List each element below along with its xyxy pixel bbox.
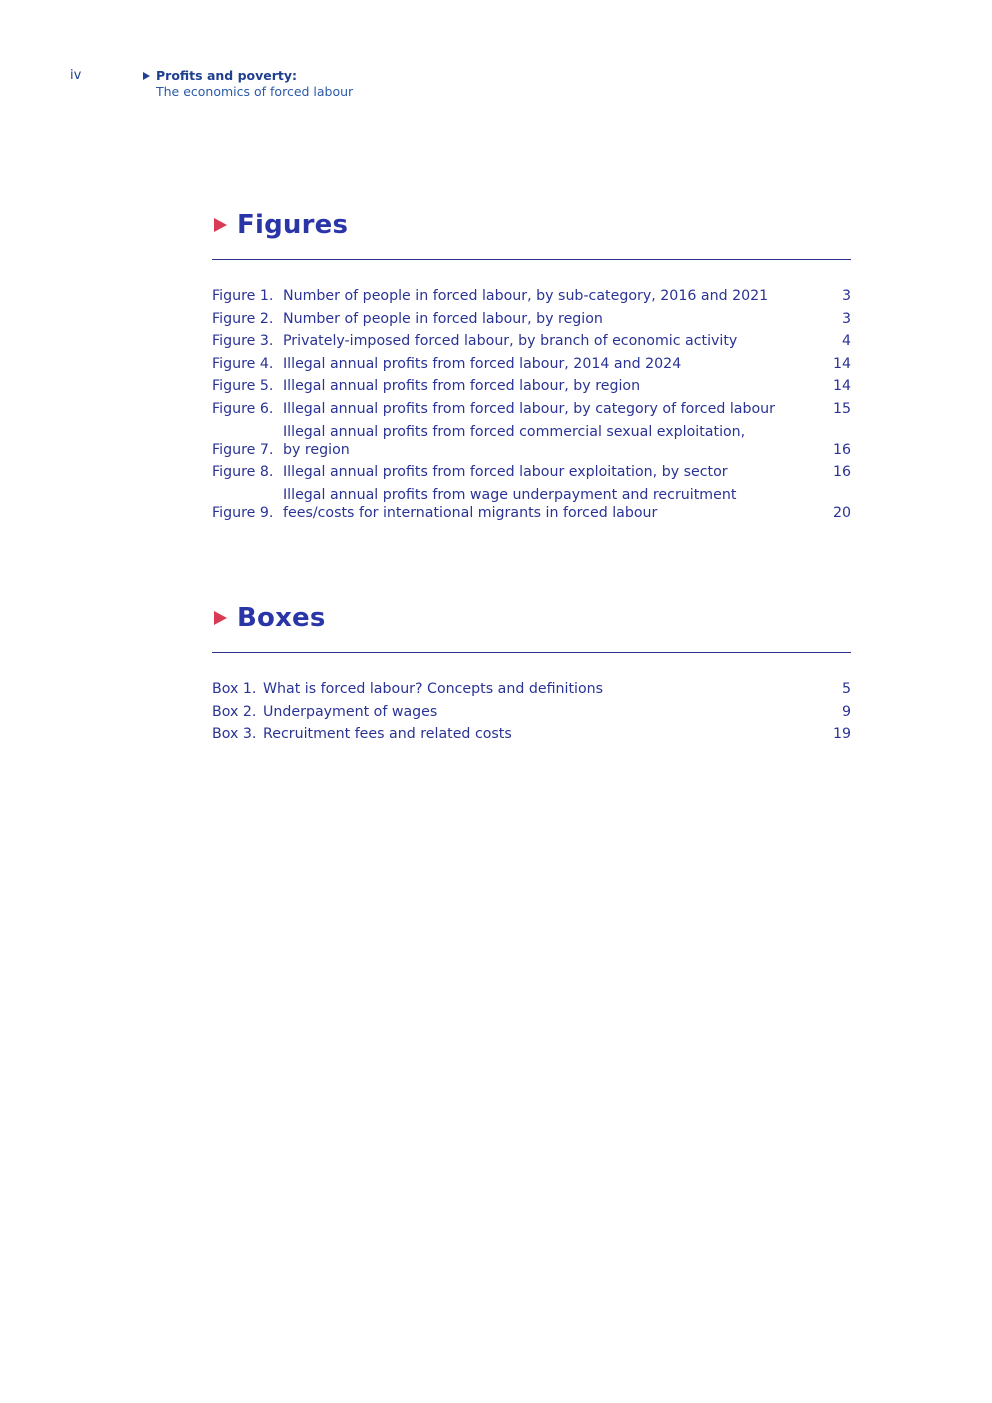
running-head-title: Profits and poverty: (156, 68, 298, 83)
toc-entry-page-number: 3 (841, 288, 851, 304)
figure-toc-entry[interactable] (212, 463, 851, 481)
toc-entry-page-number: 5 (841, 681, 851, 697)
toc-entry-title (263, 703, 811, 721)
toc-entry-title-line: Illegal annual profits from wage underpayment and recruitment (283, 486, 737, 503)
figures-divider (212, 259, 851, 260)
figure-toc-entry[interactable] (212, 310, 851, 328)
box-toc-entry[interactable] (212, 703, 851, 721)
running-head (143, 68, 353, 100)
figure-toc-entry[interactable] (212, 400, 851, 418)
toc-entry-label: Figure 9. (212, 504, 274, 521)
figure-toc-entry[interactable] (212, 355, 851, 373)
toc-entry-label: Box 2. (212, 703, 257, 720)
toc-entry-title (283, 310, 811, 328)
figures-heading-text: Figures (237, 210, 349, 240)
toc-entry-page-number: 16 (832, 464, 851, 481)
figures-heading (212, 207, 851, 243)
toc-entry-title (283, 355, 811, 373)
boxes-heading-text: Boxes (237, 603, 326, 633)
toc-entry-title-line: Illegal annual profits from forced labour, by category of forced labour (283, 400, 775, 417)
toc-entry-title-line: Recruitment fees and related costs (263, 726, 512, 743)
box-toc-entry[interactable] (212, 680, 851, 698)
figure-toc-entry[interactable] (212, 377, 851, 395)
toc-entry-title-line: Illegal annual profits from forced labour, 2014 and 2024 (283, 355, 682, 372)
figure-toc-entry[interactable] (212, 423, 851, 459)
toc-entry-label: Box 3. (212, 726, 257, 743)
toc-entry-title-line: fees/costs for international migrants in forced labour (283, 504, 658, 521)
toc-entry-label: Figure 8. (212, 464, 274, 481)
toc-entry-label: Figure 3. (212, 333, 274, 350)
toc-entry-title-line: Number of people in forced labour, by sub-category, 2016 and 2021 (283, 288, 769, 304)
running-head-subtitle: The economics of forced labour (156, 84, 354, 99)
toc-entry-title-line: Underpayment of wages (263, 703, 438, 720)
toc-entry-title (263, 725, 811, 743)
toc-entry-page-number: 15 (832, 400, 851, 417)
boxes-section (212, 600, 851, 748)
boxes-list (212, 680, 851, 743)
toc-entry-page-number: 20 (832, 504, 851, 521)
toc-entry-title (283, 423, 811, 459)
toc-entry-title-line: by region (283, 441, 350, 458)
page-number: iv (70, 68, 82, 83)
box-toc-entry[interactable] (212, 725, 851, 743)
boxes-heading (212, 600, 851, 636)
figure-toc-entry[interactable] (212, 287, 851, 305)
toc-entry-label: Figure 7. (212, 441, 274, 458)
toc-entry-label: Figure 4. (212, 355, 274, 372)
toc-entry-label: Box 1. (212, 681, 257, 697)
toc-entry-label: Figure 1. (212, 288, 274, 304)
figure-toc-entry[interactable] (212, 486, 851, 522)
figures-list (212, 287, 851, 522)
toc-entry-page-number: 9 (841, 703, 851, 720)
boxes-divider (212, 652, 851, 653)
toc-entry-title-line: Illegal annual profits from forced commercial sexual exploitation, (283, 423, 746, 440)
toc-entry-page-number: 16 (832, 441, 851, 458)
toc-entry-title-line: Number of people in forced labour, by region (283, 310, 603, 327)
toc-entry-title (283, 287, 811, 305)
toc-entry-page-number: 14 (832, 378, 851, 395)
toc-entry-page-number: 3 (841, 310, 851, 327)
figure-toc-entry[interactable] (212, 332, 851, 350)
toc-entry-title-line: Illegal annual profits from forced labour exploitation, by sector (283, 464, 728, 481)
toc-entry-label: Figure 5. (212, 378, 274, 395)
toc-entry-label: Figure 6. (212, 400, 274, 417)
toc-entry-title (263, 680, 811, 698)
toc-entry-title-line: Illegal annual profits from forced labour, by region (283, 378, 641, 395)
toc-entry-title-line: Privately-imposed forced labour, by branch of economic activity (283, 333, 738, 350)
figures-section (212, 207, 851, 526)
red-triangle-icon (214, 218, 227, 232)
toc-entry-page-number: 14 (832, 355, 851, 372)
toc-entry-label: Figure 2. (212, 310, 274, 327)
toc-entry-title (283, 377, 811, 395)
triangle-bullet-icon (143, 72, 150, 80)
toc-entry-title (283, 463, 811, 481)
red-triangle-icon (214, 611, 227, 625)
toc-entry-title (283, 332, 811, 350)
toc-entry-title-line: What is forced labour? Concepts and definitions (263, 681, 604, 697)
toc-entry-title (283, 486, 811, 522)
running-head-title-row (143, 68, 353, 84)
toc-entry-title (283, 400, 811, 418)
toc-entry-page-number: 4 (841, 333, 851, 350)
toc-entry-page-number: 19 (832, 726, 851, 743)
